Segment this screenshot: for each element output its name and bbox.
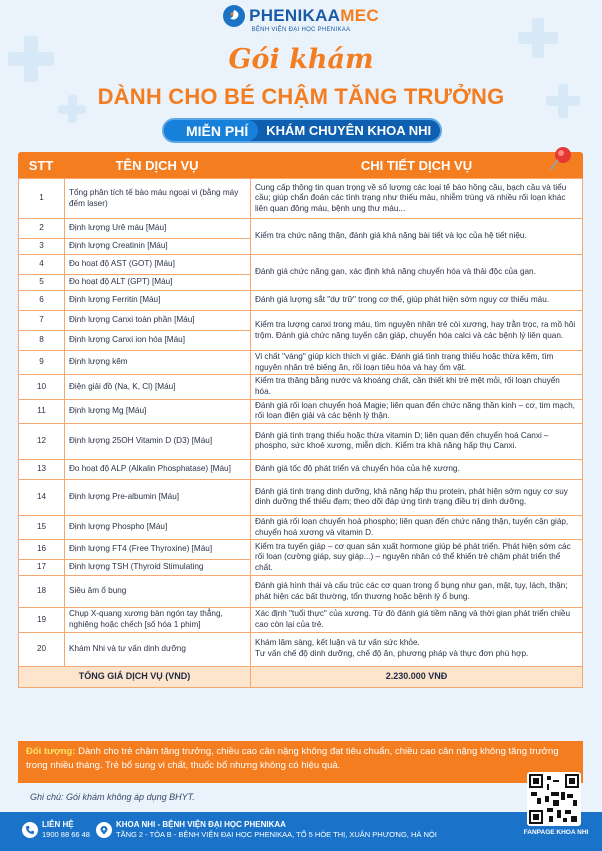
contact-label: LIÊN HỆ xyxy=(42,820,74,829)
row-stt: 15 xyxy=(19,515,65,539)
row-detail: Kiểm tra thăng bằng nước và khoáng chất, cần thiết khi trẻ mệt mỏi, rối loạn chuyển hóa. xyxy=(251,375,583,399)
table-row xyxy=(19,515,583,539)
total-value: 2.230.000 VNĐ xyxy=(251,666,583,687)
row-detail: Kiểm tra tuyến giáp – cơ quan sản xuất hormone giúp bé phát triển. Phát hiện sớm các rối loạn (cường giáp, suy giáp...) – nguyên nhân có thể khiến trẻ chậm phát triển thể chất. xyxy=(251,540,583,576)
pushpin-icon xyxy=(545,144,575,174)
table-header xyxy=(18,152,583,178)
row-stt: 3 xyxy=(19,239,65,255)
row-detail: Đánh giá tình trạng dinh dưỡng, khả năng hấp thu protein, phát hiện sớm nguy cơ suy dinh dưỡng thể thiếu đạm; theo dõi đáp ứng tình trạng điều trị dinh dưỡng. xyxy=(251,479,583,515)
table-row xyxy=(19,375,583,399)
row-service: Khám Nhi và tư vấn dinh dưỡng xyxy=(65,632,251,666)
row-service: Định lượng kẽm xyxy=(65,351,251,375)
row-service: Đo hoạt độ ALP (Alkalin Phosphatase) [Máu] xyxy=(65,459,251,479)
row-service: Tổng phân tích tế bào máu ngoại vi (bằng máy đếm laser) xyxy=(65,179,251,219)
row-detail: Đánh giá chức năng gan, xác định khả năng chuyển hóa và thải độc của gan. xyxy=(251,255,583,291)
row-service: Định lượng Ferritin [Máu] xyxy=(65,291,251,311)
table-row xyxy=(19,255,583,275)
row-detail: Vi chất "vàng" giúp kích thích vị giác. Đánh giá tình trạng thiếu hoặc thừa kẽm, tìm nguyên nhân trẻ biếng ăn, rối loạn tiêu hóa và hay ốm vặt. xyxy=(251,351,583,375)
row-service: Định lượng 25OH Vitamin D (D3) [Máu] xyxy=(65,423,251,459)
row-detail: Đánh giá lượng sắt "dự trữ" trong cơ thể, giúp phát hiện sớm nguy cơ thiếu máu. xyxy=(251,291,583,311)
row-detail: Đánh giá rối loạn chuyển hoá Magie; liên quan đến chức năng thần kinh – cơ, tim mạch, rối loạn điện giải và các bệnh lý thận. xyxy=(251,399,583,423)
table-row xyxy=(19,179,583,219)
contact-block xyxy=(42,820,90,840)
brand-header xyxy=(0,5,602,33)
row-detail: Xác định "tuổi thực" của xương. Từ đó đánh giá tiềm năng và thời gian phát triển chiều cao còn lại của trẻ. xyxy=(251,608,583,632)
footer xyxy=(0,812,602,851)
row-detail: Đánh giá tốc độ phát triển và chuyển hóa của hệ xương. xyxy=(251,459,583,479)
row-detail: Đánh giá rối loạn chuyển hoá phospho; liên quan đến chức năng thận, tuyến cận giáp, chuyển hoá xương và vitamin D. xyxy=(251,515,583,539)
title-script: Gói khám xyxy=(228,44,374,75)
row-service: Siêu âm ổ bụng xyxy=(65,576,251,608)
row-service: Định lượng Phospho [Máu] xyxy=(65,515,251,539)
target-label: Đối tượng: xyxy=(26,746,76,757)
row-detail: Kiểm tra lượng canxi trong máu, tìm nguyên nhân trẻ còi xương, hay trằn trọc, ra mồ hôi trộm. Đánh giá chức năng tuyến cận giáp, chuyển hóa calci và các bệnh lý liên quan. xyxy=(251,311,583,351)
row-service: Đo hoạt độ ALT (GPT) [Máu] xyxy=(65,275,251,291)
row-stt: 20 xyxy=(19,632,65,666)
table-row xyxy=(19,576,583,608)
row-stt: 18 xyxy=(19,576,65,608)
row-service: Định lượng FT4 (Free Thyroxine) [Máu] xyxy=(65,540,251,560)
header-service: TÊN DỊCH VỤ xyxy=(115,157,199,173)
table-row xyxy=(19,399,583,423)
table-row xyxy=(19,608,583,632)
row-stt: 1 xyxy=(19,179,65,219)
department-name: KHOA NHI - BỆNH VIỆN ĐẠI HỌC PHENIKAA xyxy=(116,820,286,829)
address-block xyxy=(116,820,437,840)
table-row xyxy=(19,423,583,459)
row-stt: 12 xyxy=(19,423,65,459)
phenikaa-logo-icon xyxy=(223,5,245,27)
row-stt: 16 xyxy=(19,540,65,560)
row-stt: 4 xyxy=(19,255,65,275)
row-stt: 14 xyxy=(19,479,65,515)
row-detail: Đánh giá tình trạng thiếu hoặc thừa vitamin D; liên quan đến chuyển hoá Canxi – phospho, sức khoẻ xương, miễn dịch. Kiểm tra khả năng hấp thụ Canxi. xyxy=(251,423,583,459)
service-list xyxy=(18,178,583,688)
note-text: Ghi chú: Gói khám không áp dụng BHYT. xyxy=(30,792,195,802)
table-row xyxy=(19,459,583,479)
target-audience xyxy=(18,741,583,783)
phone-icon xyxy=(22,822,38,838)
row-detail: Đánh giá hình thái và cấu trúc các cơ quan trong ổ bụng như gan, mật, tụy, lách, thận; phát hiện các bất thường, tổn thương hoặc bệnh lý ổ bụng. xyxy=(251,576,583,608)
row-service: Định lượng Urê máu [Máu] xyxy=(65,219,251,239)
row-service: Định lượng Canxi ion hóa [Máu] xyxy=(65,331,251,351)
specialty-label: KHÁM CHUYÊN KHOA NHI xyxy=(266,123,432,138)
row-stt: 11 xyxy=(19,399,65,423)
target-text: Dành cho trẻ chậm tăng trưởng, chiều cao cân nặng không đạt tiêu chuẩn, chiều cao cân nặng không tăng trưởng trong nhiều tháng. Trẻ bổ sung vi chất, thuốc bổ nhưng không có hiệu quả. xyxy=(26,746,559,771)
row-detail: Kiểm tra chức năng thận, đánh giá khả năng bài tiết và lọc của hệ tiết niệu. xyxy=(251,219,583,255)
row-service: Điện giải đồ (Na, K, Cl) [Máu] xyxy=(65,375,251,399)
table-row xyxy=(19,351,583,375)
table-row xyxy=(19,291,583,311)
row-stt: 17 xyxy=(19,560,65,576)
fanpage-label: FANPAGE KHOA NHI xyxy=(523,829,589,836)
row-stt: 6 xyxy=(19,291,65,311)
service-table xyxy=(18,152,583,688)
brand-subtitle: BỆNH VIỆN ĐẠI HỌC PHENIKAA xyxy=(251,27,351,33)
row-service: Đo hoạt độ AST (GOT) [Máu] xyxy=(65,255,251,275)
free-label: MIỄN PHÍ xyxy=(164,120,258,141)
row-stt: 5 xyxy=(19,275,65,291)
row-service: Định lượng Canxi toàn phần [Máu] xyxy=(65,311,251,331)
qr-code[interactable] xyxy=(527,772,581,826)
table-row xyxy=(19,479,583,515)
table-row xyxy=(19,219,583,239)
table-row xyxy=(19,632,583,666)
row-service: Định lượng Pre-albumin [Máu] xyxy=(65,479,251,515)
row-detail: Khám lâm sàng, kết luận và tư vấn sức khỏe. Tư vấn chế độ dinh dưỡng, chế độ ăn, phương pháp và thực đơn phù hợp. xyxy=(251,632,583,666)
row-stt: 9 xyxy=(19,351,65,375)
page-title: DÀNH CHO BÉ CHẬM TĂNG TRƯỞNG xyxy=(97,84,505,109)
row-stt: 10 xyxy=(19,375,65,399)
row-service: Định lượng Mg [Máu] xyxy=(65,399,251,423)
header-detail: CHI TIẾT DỊCH VỤ xyxy=(360,157,473,173)
row-stt: 2 xyxy=(19,219,65,239)
row-stt: 7 xyxy=(19,311,65,331)
hotline-link[interactable]: 1900 88 66 48 xyxy=(42,830,90,840)
row-stt: 8 xyxy=(19,331,65,351)
table-row xyxy=(19,311,583,331)
location-icon xyxy=(96,822,112,838)
row-service: Định lượng TSH (Thyroid Stimulating xyxy=(65,560,251,576)
row-detail: Cung cấp thông tin quan trọng về số lượng các loại tế bào hồng cầu, bạch cầu và tiểu cầu; giúp chẩn đoán các tình trạng như thiếu máu, nhiễm trùng và nhiều rối loạn khác liên quan đông máu, bệnh ung thư máu... xyxy=(251,179,583,219)
header-stt: STT xyxy=(28,157,54,173)
table-row xyxy=(19,540,583,560)
row-stt: 13 xyxy=(19,459,65,479)
row-service: Chụp X-quang xương bàn ngón tay thẳng, nghiêng hoặc chếch [số hóa 1 phim] xyxy=(65,608,251,632)
brand-name: PHENIKAAMEC xyxy=(249,6,379,25)
row-stt: 19 xyxy=(19,608,65,632)
address-text: TẦNG 2 - TÒA B - BỆNH VIỆN ĐẠI HỌC PHENIKAA, TỔ 5 HÒE THỊ, XUÂN PHƯƠNG, HÀ NỘI xyxy=(116,830,437,840)
total-label: TỔNG GIÁ DỊCH VỤ (VND) xyxy=(19,666,251,687)
total-row xyxy=(19,666,583,687)
row-service: Định lượng Creatinin [Máu] xyxy=(65,239,251,255)
free-badge xyxy=(162,118,442,143)
